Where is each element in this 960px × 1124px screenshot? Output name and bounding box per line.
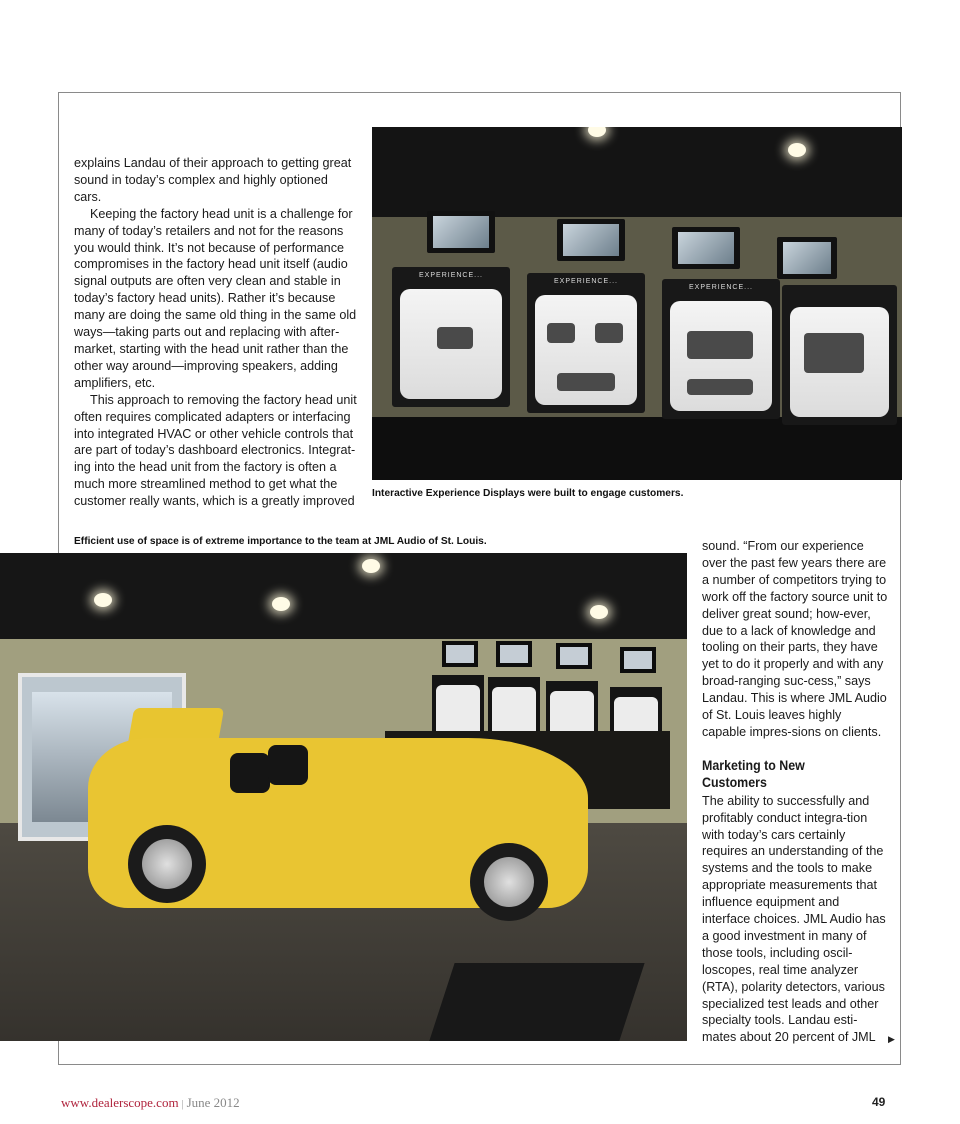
ceiling [372,127,902,217]
car-seat [268,745,308,785]
footer-url[interactable]: www.dealerscope.com [61,1095,179,1110]
display-panel [662,279,780,419]
floor-mat [425,963,644,1041]
photo-caption: Interactive Experience Displays were built to engage customers. [372,488,684,499]
right-text-column [702,538,888,1046]
counter [372,417,902,480]
footer-date: June 2012 [186,1095,240,1110]
display-tv [557,219,625,261]
continue-arrow-icon: ▶ [888,1034,895,1044]
car-wheel [128,825,206,903]
paragraph: explains Landau of their approach to getting great sound in today’s complex and highly optioned cars. [74,156,352,204]
paragraph: sound. “From our experience over the past few years there are a number of competitors trying to work off the factory source unit to deliver great sound; how-ever, due to a lack of knowledge and tooling on their parts, they have yet to do it properly and with any broad-ranging suc-cess,” says Landau. This is where JML Audio of St. Louis leaves highly capable impres-sions on clients. [702,539,888,739]
paragraph: Keeping the factory head unit is a challenge for many of today’s retailers and not for the reasons you would think. It’s not because of performance compromises in the factory head unit itself (audio signal outputs are often very clean and stable in today’s factory head units). Rather it’s because many are doing the same old thing in the same old ways—taking parts out and replacing with after-market, starting with the head unit rather than the other way around—improving speakers, adding amplifiers, etc. [74,206,357,390]
left-text-column [74,155,358,510]
ceiling-light [788,143,806,157]
display-tv [496,641,532,667]
page-number: 49 [872,1095,886,1109]
ceiling-light [94,593,112,607]
paragraph: This approach to removing the factory head unit often requires complicated adapters or interfacing into integrated HVAC or other vehicle controls that are part of today’s dashboard electronics. Integrat-ing into the head unit from the factory is often a much more streamlined method to get what the customer really wants, which is a greatly improved [74,392,357,509]
footer-separator: | [181,1099,184,1110]
display-tv [556,643,592,669]
section-heading: Marketing to New Customers [702,757,805,790]
display-tv [442,641,478,667]
panel-header: EXPERIENCE... [419,272,483,279]
ceiling-light [272,597,290,611]
experience-displays-photo [372,127,902,480]
ceiling-light [362,559,380,573]
paragraph: The ability to successfully and profitably conduct integra-tion with today’s cars certainly requires an understanding of the systems and the tools to make appropriate measurements that influence equipment and interface choices. JML Audio has a good investment in many of those tools, including oscil-loscopes, real time analyzer (RTA), polarity detectors, various specialized test leads and other specialty tools. Landau esti-mates about 20 percent of JML [702,793,886,1045]
display-panel [527,273,645,413]
display-tv [672,227,740,269]
display-panel [782,285,897,425]
car-seat [230,753,270,793]
display-panel [392,267,510,407]
panel-header: EXPERIENCE... [554,278,618,285]
footer [61,1095,240,1111]
photo-caption: Efficient use of space is of extreme importance to the team at JML Audio of St. Louis. [74,536,487,547]
ceiling-light [590,605,608,619]
display-tv [427,211,495,253]
panel-header: EXPERIENCE... [689,284,753,291]
display-tv [777,237,837,279]
display-tv [620,647,656,673]
showroom-photo [0,553,687,1041]
car-wheel [470,843,548,921]
